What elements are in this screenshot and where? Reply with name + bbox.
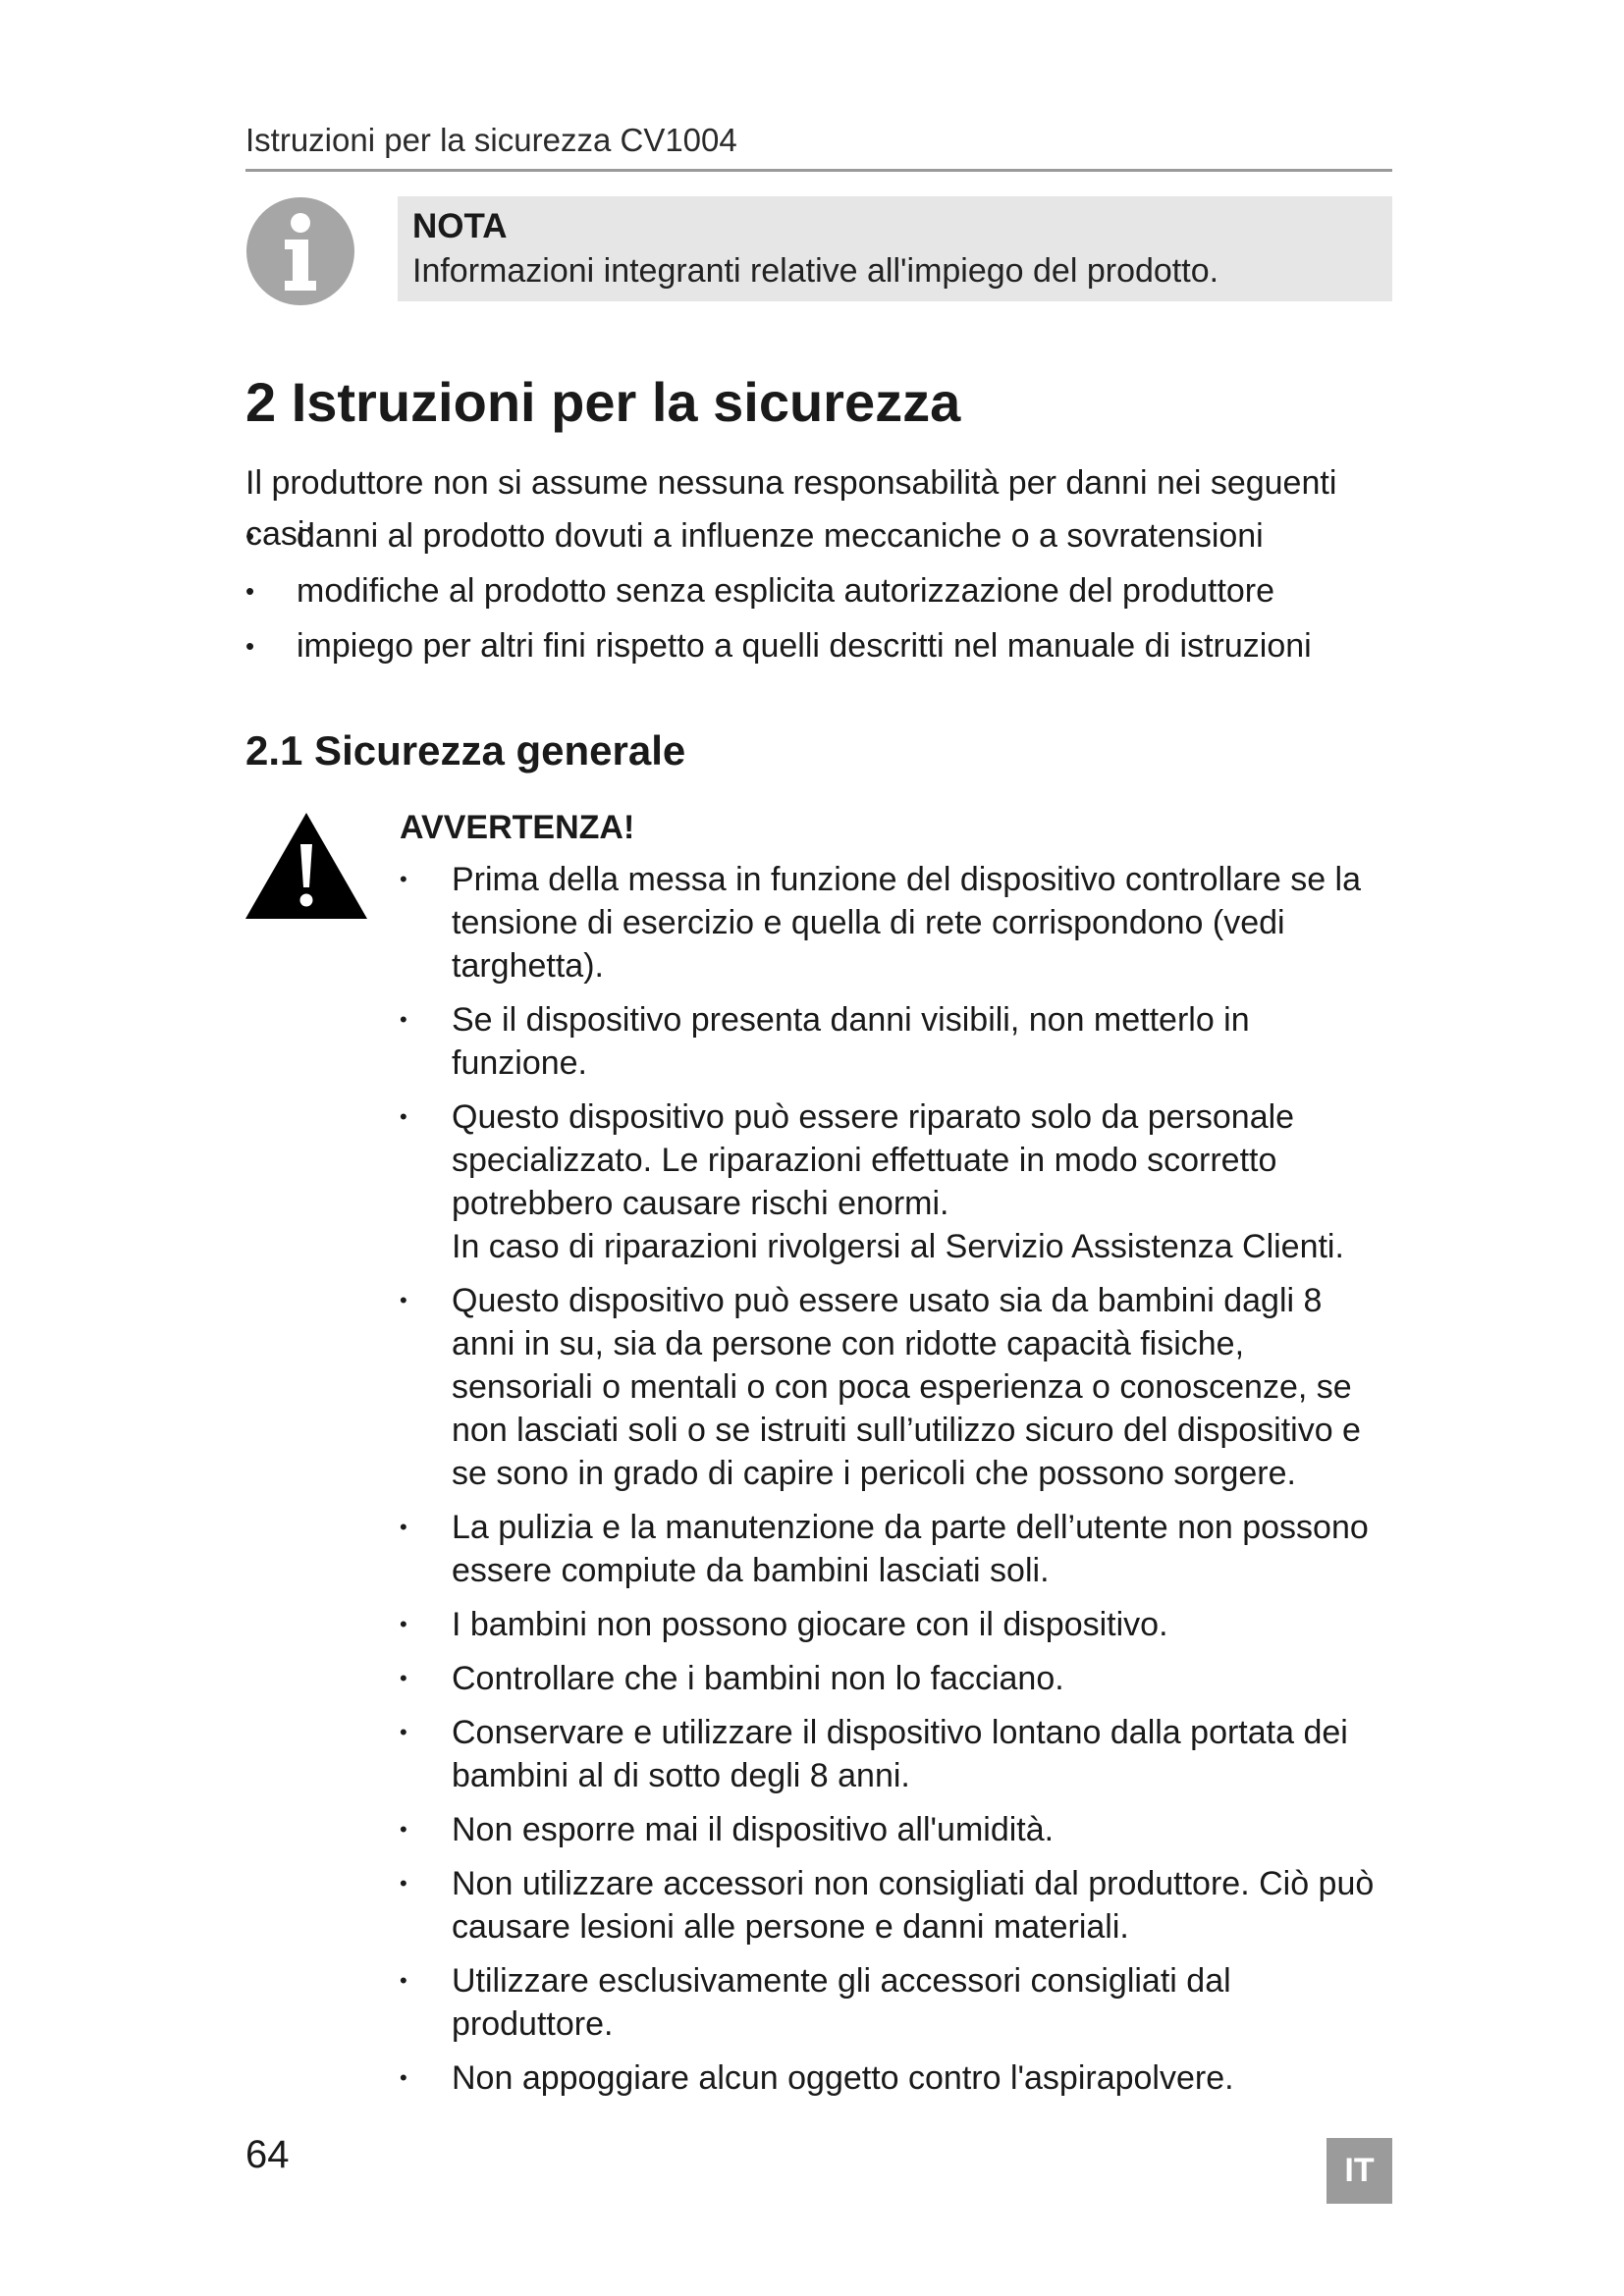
list-item: • Questo dispositivo può essere usato sia da bambini dagli 8 anni in su, sia da persone con ridotte capacità fisiche, sensoriali o mentali o con poca esperienza o conoscenze, se non lasciati soli o se istruiti sull’utilizzo sicuro del dispositivo e se sono in grado di capire i pericoli che possono sorgere. <box>400 1279 1392 1495</box>
list-item: • danni al prodotto dovuti a influenze meccaniche o a sovratensioni <box>245 508 1404 563</box>
language-badge: IT <box>1326 2138 1392 2204</box>
section-title: 2 Istruzioni per la sicurezza <box>245 371 961 433</box>
list-item: • Non utilizzare accessori non consigliati dal produttore. Ciò può causare lesioni alle persone e danni materiali. <box>400 1862 1392 1949</box>
warning-triangle-icon <box>244 811 369 921</box>
list-item: • Controllare che i bambini non lo facciano. <box>400 1657 1392 1700</box>
note-box <box>398 196 1392 301</box>
list-item: • Utilizzare esclusivamente gli accessori consigliati dal produttore. <box>400 1959 1392 2046</box>
list-item: • Non appoggiare alcun oggetto contro l'aspirapolvere. <box>400 2056 1392 2100</box>
list-item: • Non esporre mai il dispositivo all'umidità. <box>400 1808 1392 1851</box>
repair-note: In caso di riparazioni rivolgersi al Servizio Assistenza Clienti. <box>452 1228 1344 1265</box>
list-item: • impiego per altri fini rispetto a quelli descritti nel manuale di istruzioni <box>245 618 1404 673</box>
list-item: • La pulizia e la manutenzione da parte dell’utente non possono essere compiute da bambini lasciati soli. <box>400 1506 1392 1592</box>
note-text: Informazioni integranti relative all'impiego del prodotto. <box>412 252 1219 290</box>
list-item: • Conservare e utilizzare il dispositivo lontano dalla portata dei bambini al di sotto degli 8 anni. <box>400 1711 1392 1797</box>
liability-list <box>245 508 1404 673</box>
section-intro: Il produttore non si assume nessuna responsabilità per danni nei seguenti casi: <box>245 464 1337 553</box>
warning-title: AVVERTENZA! <box>400 809 635 846</box>
list-item: • modifiche al prodotto senza esplicita autorizzazione del produttore <box>245 563 1404 618</box>
info-icon <box>245 196 355 306</box>
warning-list <box>400 858 1392 2110</box>
list-item: • Prima della messa in funzione del dispositivo controllare se la tensione di esercizio e quella di rete corrispondono (vedi targhetta). <box>400 858 1392 988</box>
page-number: 64 <box>245 2133 290 2176</box>
list-item <box>400 1095 1392 1268</box>
list-item: • I bambini non possono giocare con il dispositivo. <box>400 1603 1392 1646</box>
running-header: Istruzioni per la sicurezza CV1004 <box>245 122 1392 172</box>
subsection-title: 2.1 Sicurezza generale <box>245 727 686 774</box>
list-item: • Se il dispositivo presenta danni visibili, non metterlo in funzione. <box>400 998 1392 1085</box>
list-item-text: • Questo dispositivo può essere riparato solo da personale specializzato. Le riparazioni effettuate in modo scorretto potrebbero causare rischi enormi. <box>452 1098 1295 1222</box>
note-title: NOTA <box>412 207 508 245</box>
